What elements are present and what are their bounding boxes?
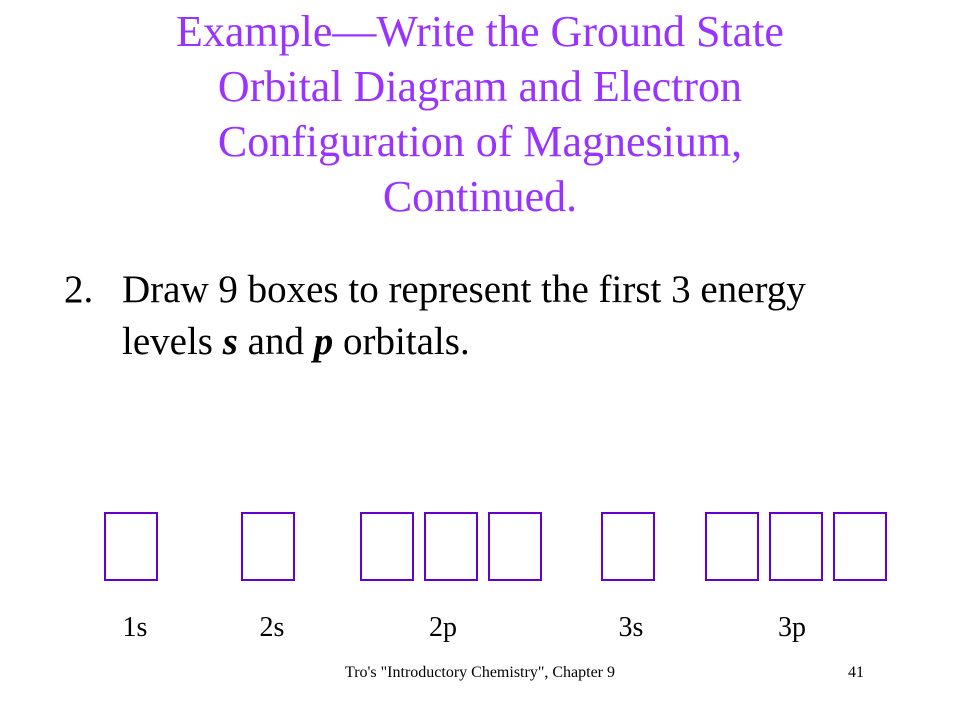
title-line-4: Continued. <box>382 172 578 221</box>
footer-source: Tro's "Introductory Chemistry", Chapter 9 <box>345 664 615 681</box>
orbital-box-2p-2 <box>424 512 478 581</box>
slide-title <box>80 4 880 224</box>
step-number: 2. <box>64 268 94 311</box>
title-line-3: Configuration of Magnesium, <box>217 117 743 166</box>
title-line-1: Example—Write the Ground State <box>176 7 784 56</box>
orbital-box-3s <box>601 512 655 581</box>
orbital-label-2s: 2s <box>259 612 285 643</box>
orbital-label-1s: 1s <box>122 612 148 643</box>
orbital-box-3p-1 <box>705 512 759 581</box>
step-text-part-2: and <box>237 320 314 363</box>
title-line-2: Orbital Diagram and Electron <box>217 62 743 111</box>
orbital-box-2p-1 <box>360 512 414 581</box>
step-text-p: p <box>313 320 334 363</box>
orbital-box-3p-2 <box>769 512 823 581</box>
step-text <box>122 264 892 368</box>
orbital-box-3p-3 <box>833 512 887 581</box>
orbital-label-3p: 3p <box>778 612 806 643</box>
orbital-box-1s <box>104 512 158 581</box>
page-number: 41 <box>848 664 864 681</box>
orbital-label-3s: 3s <box>618 612 644 643</box>
step-text-part-1: Draw 9 boxes to represent the first 3 energy levels <box>122 268 806 363</box>
orbital-box-2p-3 <box>488 512 542 581</box>
orbital-box-2s <box>241 512 295 581</box>
step-text-s: s <box>222 320 238 363</box>
step-text-part-3: orbitals. <box>333 320 470 363</box>
orbital-label-2p: 2p <box>429 612 457 643</box>
